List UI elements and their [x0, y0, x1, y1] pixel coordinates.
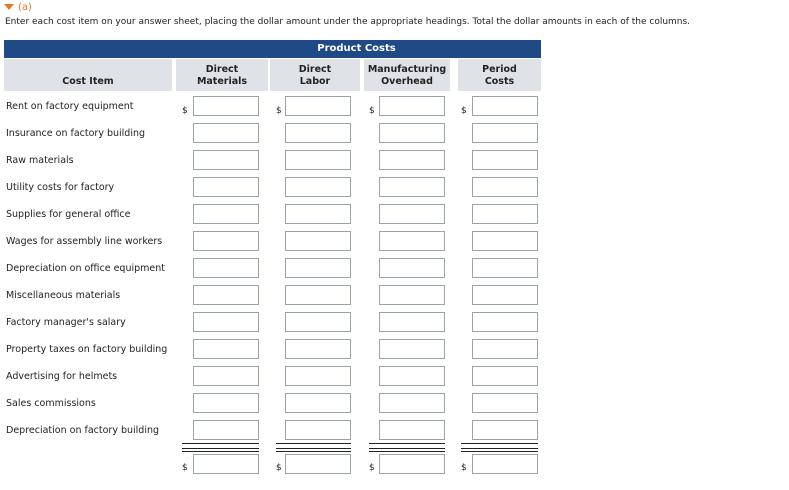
- dl-input[interactable]: [285, 366, 351, 386]
- row-label: Property taxes on factory building: [6, 344, 168, 355]
- total-dollar-sign: $: [369, 463, 375, 473]
- dm-input[interactable]: [193, 177, 259, 197]
- dm-input[interactable]: [193, 258, 259, 278]
- pc-input[interactable]: [472, 366, 538, 386]
- col-header-direct-labor: Direct Labor: [270, 59, 360, 91]
- dm-input[interactable]: [193, 285, 259, 305]
- mo-input[interactable]: [379, 312, 445, 332]
- dollar-sign: $: [276, 106, 282, 116]
- total-dollar-sign: $: [461, 463, 467, 473]
- mo-input[interactable]: [379, 231, 445, 251]
- pc-input[interactable]: [472, 177, 538, 197]
- dollar-sign: $: [369, 106, 375, 116]
- col-header-period-costs: Period Costs: [458, 59, 541, 91]
- dl-input[interactable]: [285, 420, 351, 440]
- dm-input[interactable]: [193, 339, 259, 359]
- row-label: Sales commissions: [6, 398, 96, 409]
- mo-input[interactable]: [379, 177, 445, 197]
- part-label: (a): [18, 1, 32, 13]
- pc-input[interactable]: [472, 96, 538, 116]
- subtotal-rule: [369, 443, 445, 444]
- total-double-rule: [369, 448, 445, 452]
- pc-input[interactable]: [472, 285, 538, 305]
- dl-input[interactable]: [285, 177, 351, 197]
- mo-input[interactable]: [379, 339, 445, 359]
- row-label: Miscellaneous materials: [6, 290, 121, 301]
- subtotal-rule: [276, 443, 351, 444]
- col-header-manufacturing-overhead: Manufacturing Overhead: [364, 59, 450, 91]
- mo-input[interactable]: [379, 258, 445, 278]
- dm-input[interactable]: [193, 366, 259, 386]
- total-double-rule: [461, 448, 538, 452]
- dl-total-input[interactable]: [285, 454, 351, 474]
- mo-input[interactable]: [379, 366, 445, 386]
- subtotal-rule: [182, 443, 259, 444]
- row-label: Supplies for general office: [6, 209, 131, 220]
- mo-input[interactable]: [379, 150, 445, 170]
- mo-input[interactable]: [379, 420, 445, 440]
- pc-input[interactable]: [472, 393, 538, 413]
- row-label: Wages for assembly line workers: [6, 236, 163, 247]
- pc-input[interactable]: [472, 150, 538, 170]
- dl-input[interactable]: [285, 285, 351, 305]
- dl-input[interactable]: [285, 312, 351, 332]
- pc-input[interactable]: [472, 420, 538, 440]
- total-double-rule: [182, 448, 259, 452]
- row-label: Depreciation on factory building: [6, 425, 160, 436]
- pc-input[interactable]: [472, 312, 538, 332]
- mo-input[interactable]: [379, 204, 445, 224]
- instructions-text: Enter each cost item on your answer sheet, placing the dollar amount under the appropriate headings. Total the dollar amounts in each of the columns.: [5, 17, 691, 27]
- product-costs-header: Product Costs: [317, 43, 396, 54]
- dl-input[interactable]: [285, 393, 351, 413]
- total-dollar-sign: $: [182, 463, 188, 473]
- dm-input[interactable]: [193, 312, 259, 332]
- dl-input[interactable]: [285, 123, 351, 143]
- dl-input[interactable]: [285, 258, 351, 278]
- pc-input[interactable]: [472, 339, 538, 359]
- pc-total-input[interactable]: [472, 454, 538, 474]
- dl-input[interactable]: [285, 150, 351, 170]
- row-label: Depreciation on office equipment: [6, 263, 165, 274]
- dm-total-input[interactable]: [193, 454, 259, 474]
- collapse-caret-icon[interactable]: [4, 4, 14, 10]
- col-header-cost-item: Cost Item: [4, 59, 172, 91]
- mo-input[interactable]: [379, 96, 445, 116]
- dm-input[interactable]: [193, 393, 259, 413]
- dm-input[interactable]: [193, 420, 259, 440]
- total-dollar-sign: $: [276, 463, 282, 473]
- pc-input[interactable]: [472, 231, 538, 251]
- part-header[interactable]: [4, 1, 32, 13]
- total-double-rule: [276, 448, 351, 452]
- dl-input[interactable]: [285, 231, 351, 251]
- dm-input[interactable]: [193, 123, 259, 143]
- dollar-sign: $: [182, 106, 188, 116]
- mo-input[interactable]: [379, 285, 445, 305]
- pc-input[interactable]: [472, 204, 538, 224]
- row-label: Raw materials: [6, 155, 74, 166]
- mo-input[interactable]: [379, 393, 445, 413]
- subtotal-rule: [461, 443, 538, 444]
- pc-input[interactable]: [472, 123, 538, 143]
- row-label: Insurance on factory building: [6, 128, 146, 139]
- row-label: Factory manager's salary: [6, 317, 126, 328]
- dm-input[interactable]: [193, 204, 259, 224]
- dm-input[interactable]: [193, 231, 259, 251]
- mo-total-input[interactable]: [379, 454, 445, 474]
- dm-input[interactable]: [193, 150, 259, 170]
- row-label: Rent on factory equipment: [6, 101, 134, 112]
- dm-input[interactable]: [193, 96, 259, 116]
- dl-input[interactable]: [285, 339, 351, 359]
- dl-input[interactable]: [285, 96, 351, 116]
- dollar-sign: $: [461, 106, 467, 116]
- row-label: Advertising for helmets: [6, 371, 118, 382]
- row-label: Utility costs for factory: [6, 182, 115, 193]
- mo-input[interactable]: [379, 123, 445, 143]
- col-header-direct-materials: Direct Materials: [176, 59, 268, 91]
- dl-input[interactable]: [285, 204, 351, 224]
- pc-input[interactable]: [472, 258, 538, 278]
